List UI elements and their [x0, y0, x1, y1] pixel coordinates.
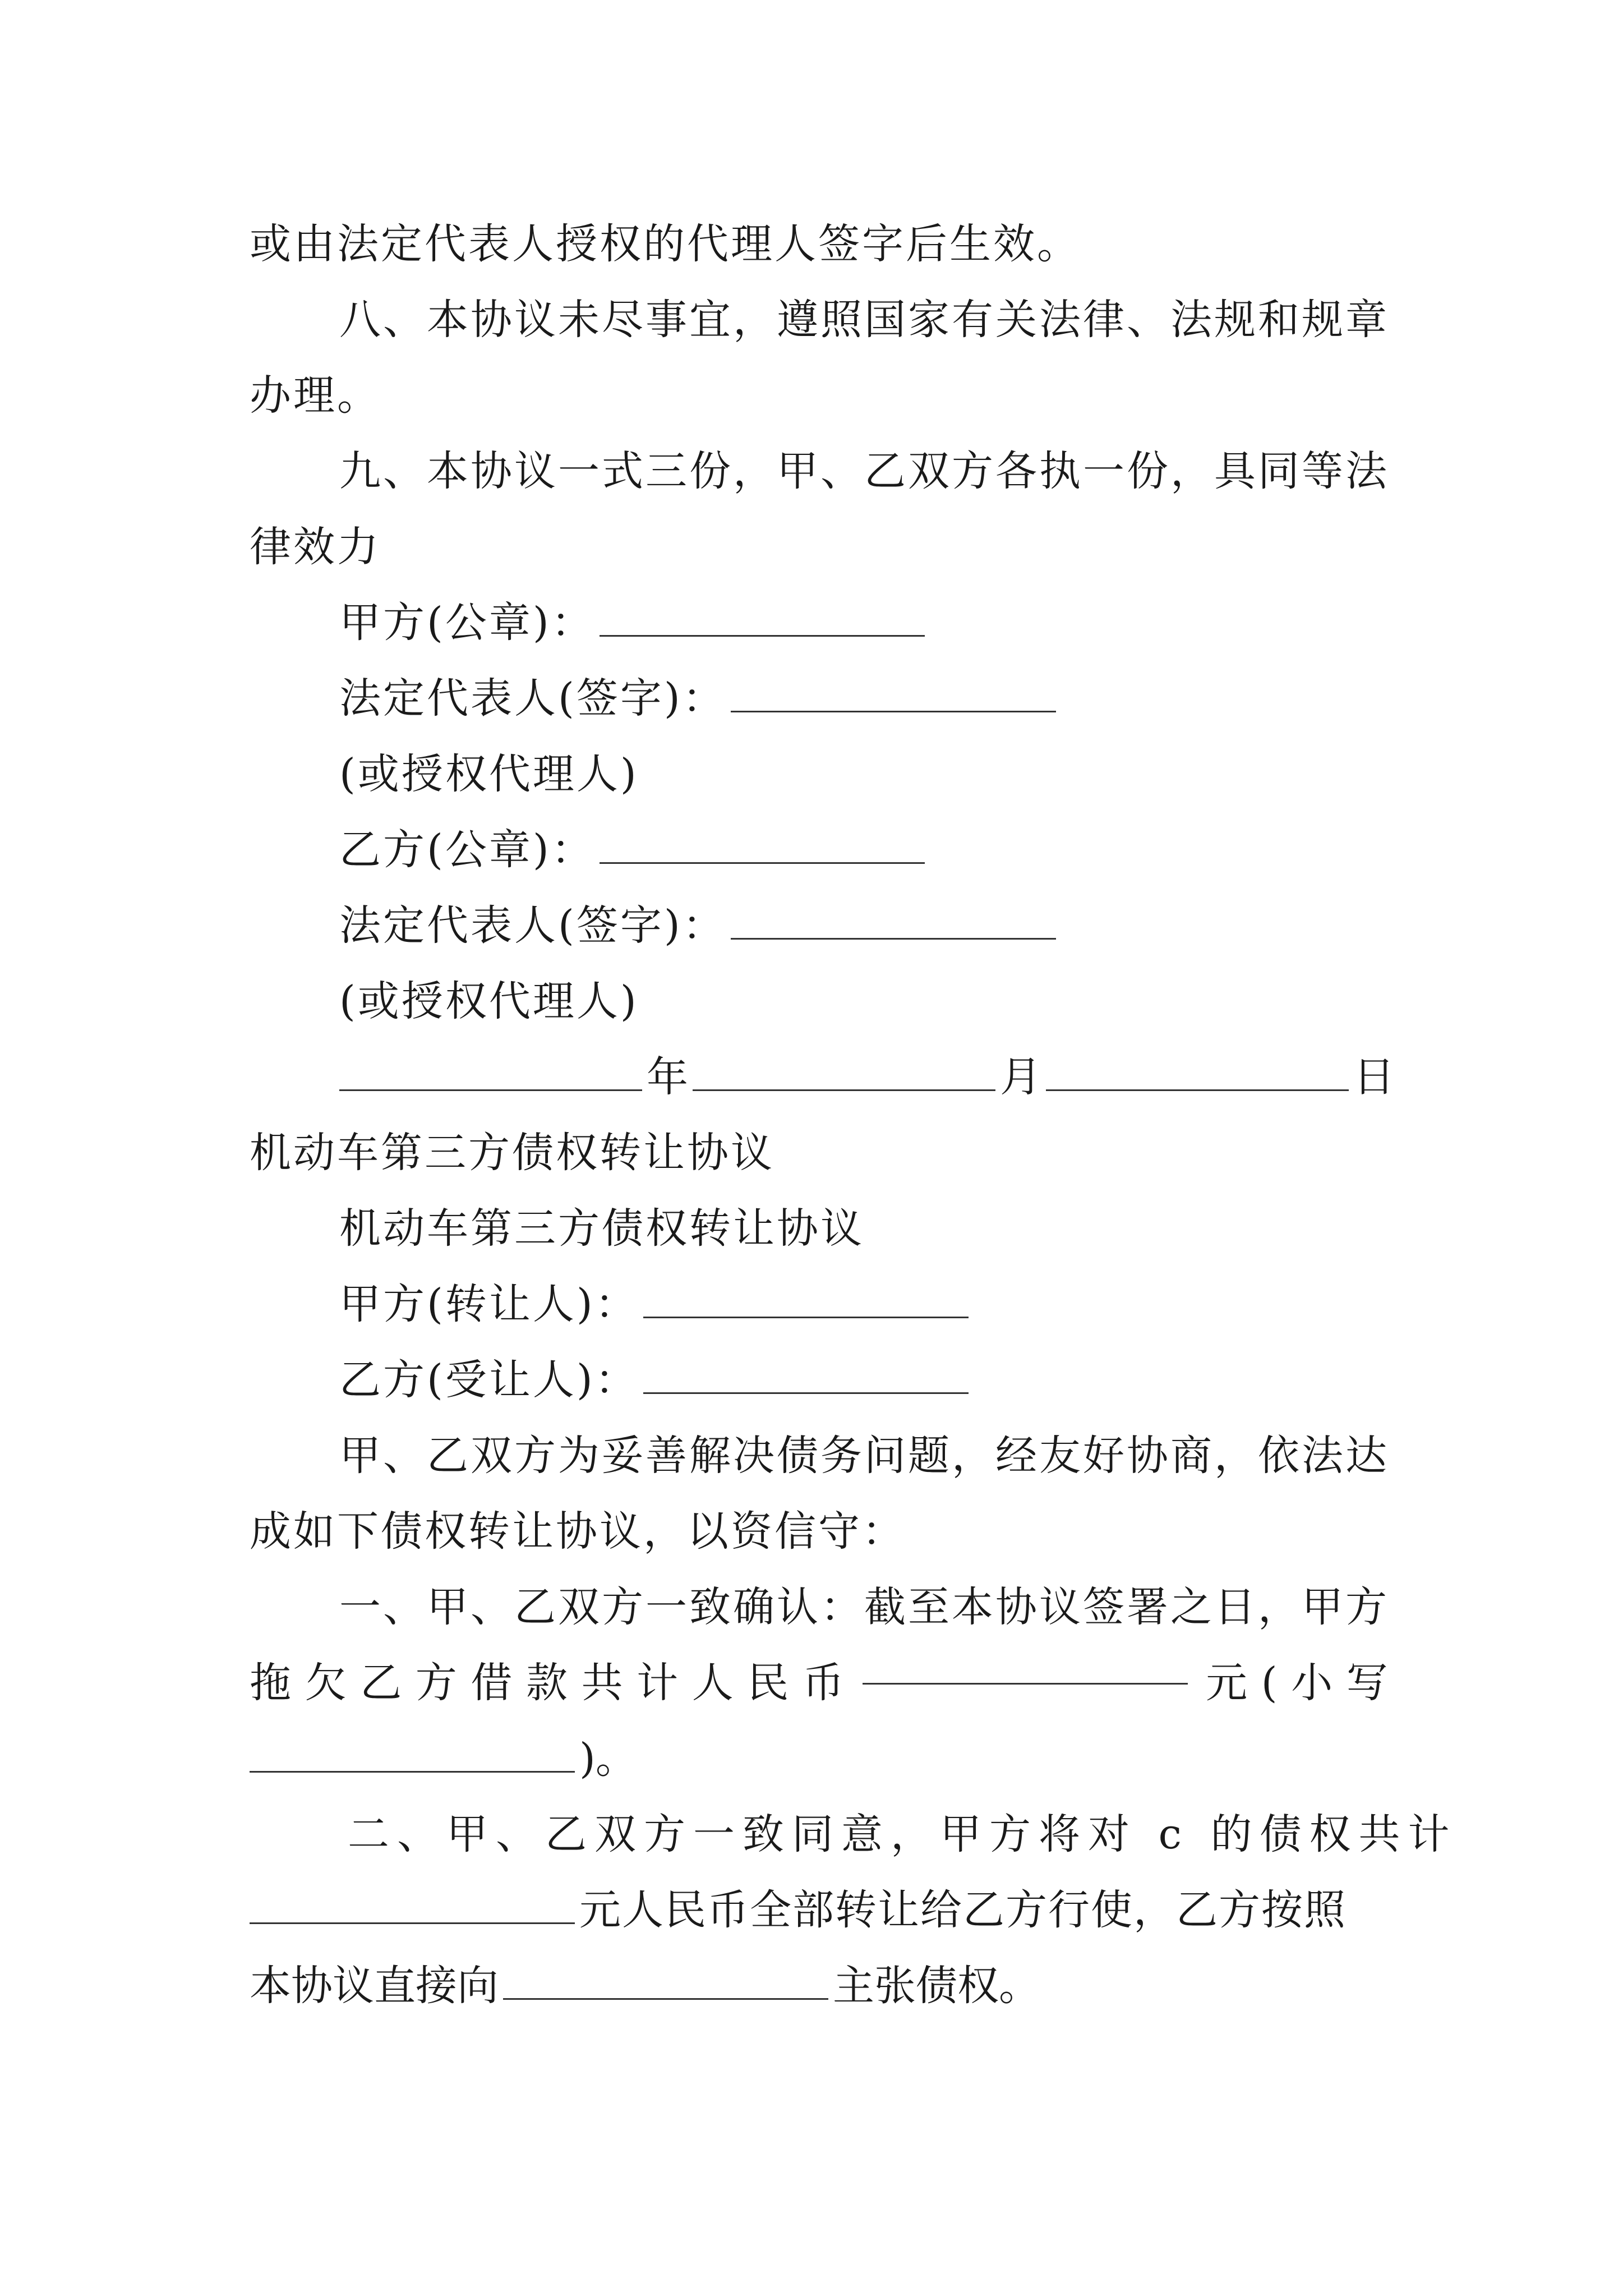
party-a-seal-blank[interactable]: [600, 596, 925, 637]
justified-char: 小: [1291, 1659, 1333, 1707]
clause-nine: 九、本协议一式三份，甲、乙双方各执一份，具同等法: [339, 447, 1389, 495]
justified-char: 款: [525, 1659, 568, 1707]
transferee-blank[interactable]: [643, 1353, 969, 1394]
agreement-title: 机动车第三方债权转让协议: [250, 1129, 774, 1177]
clause-eight: 八、本协议未尽事宜，遵照国家有关法律、法规和规章: [339, 296, 1389, 344]
justified-char: 人: [691, 1659, 734, 1707]
date-row: [339, 1038, 1395, 1116]
creditor-amount-blank[interactable]: [250, 1883, 575, 1924]
justified-char: 共: [581, 1659, 623, 1707]
amount-blank[interactable]: [863, 1644, 1188, 1685]
party-b-seal-blank[interactable]: [600, 823, 925, 864]
article-two-amount-row: [250, 1871, 1388, 1949]
legal-rep-a-label: 法定代表人(签字)：: [339, 674, 726, 723]
article-two-debtor-row: [250, 1947, 1388, 2025]
lowercase-amount-row: [250, 1719, 1388, 1798]
justified-char: 币: [802, 1659, 844, 1707]
legal-rep-a-blank[interactable]: [731, 671, 1056, 712]
year-label: 年: [647, 1053, 688, 1101]
lowercase-amount-blank[interactable]: [250, 1732, 575, 1773]
transferor-label: 甲方(转让人)：: [339, 1280, 639, 1328]
day-label: 日: [1353, 1053, 1395, 1101]
article-one: 一、甲、乙双方一致确认：截至本协议签署之日，甲方: [339, 1583, 1389, 1631]
month-label: 月: [1000, 1053, 1041, 1101]
agent-b-label: (或授权代理人): [339, 977, 639, 1025]
year-blank[interactable]: [339, 1050, 642, 1091]
day-blank[interactable]: [1046, 1050, 1349, 1091]
debtor-blank[interactable]: [503, 1959, 828, 2000]
article-one-amount-row: [250, 1644, 1388, 1722]
article-two: 二、甲、乙双方一致同意，甲方将对 c 的债权共计: [348, 1810, 1458, 1858]
article-two-end: 主张债权。: [833, 1962, 1040, 2010]
transferor-blank[interactable]: [643, 1277, 969, 1318]
transferee-row: [339, 1341, 1478, 1419]
party-b-seal-row: [339, 811, 1478, 889]
justified-char: 元: [1206, 1659, 1248, 1707]
justified-char: 方: [415, 1659, 457, 1707]
justified-char: 写: [1346, 1659, 1388, 1707]
agreement-title-repeat: 机动车第三方债权转让协议: [339, 1204, 864, 1253]
month-blank[interactable]: [693, 1050, 995, 1091]
legal-rep-b-blank[interactable]: [731, 899, 1056, 940]
justified-char: (: [1261, 1659, 1278, 1707]
justified-char: 民: [747, 1659, 789, 1707]
transferor-row: [339, 1265, 1478, 1343]
legal-rep-a-row: [339, 659, 1478, 738]
justified-char: 借: [471, 1659, 513, 1707]
article-two-text: 元人民币全部转让给乙方行使，乙方按照: [579, 1886, 1347, 1934]
justified-char: 欠: [305, 1659, 347, 1707]
party-a-seal-row: [339, 583, 1478, 662]
party-b-seal-label: 乙方(公章)：: [339, 826, 595, 874]
text-line: 办理。: [250, 371, 381, 420]
justified-char: 计: [637, 1659, 679, 1707]
justified-char: 拖: [250, 1659, 291, 1707]
preamble-line: 成如下债权转让协议，以资信守：: [250, 1507, 906, 1556]
agent-a-label: (或授权代理人): [339, 750, 639, 798]
party-a-seal-label: 甲方(公章)：: [339, 599, 595, 647]
text-line: 律效力: [250, 523, 381, 571]
justified-char: 乙: [360, 1659, 402, 1707]
transferee-label: 乙方(受让人)：: [339, 1356, 639, 1404]
text-line: 或由法定代表人授权的代理人签字后生效。: [250, 220, 1081, 268]
legal-rep-b-row: [339, 886, 1478, 965]
article-two-start: 本协议直接向: [250, 1962, 499, 2010]
preamble-line: 甲、乙双方为妥善解决债务问题，经友好协商，依法达: [339, 1432, 1389, 1480]
lowercase-amount-end: )。: [579, 1734, 637, 1783]
legal-rep-b-label: 法定代表人(签字)：: [339, 901, 726, 950]
